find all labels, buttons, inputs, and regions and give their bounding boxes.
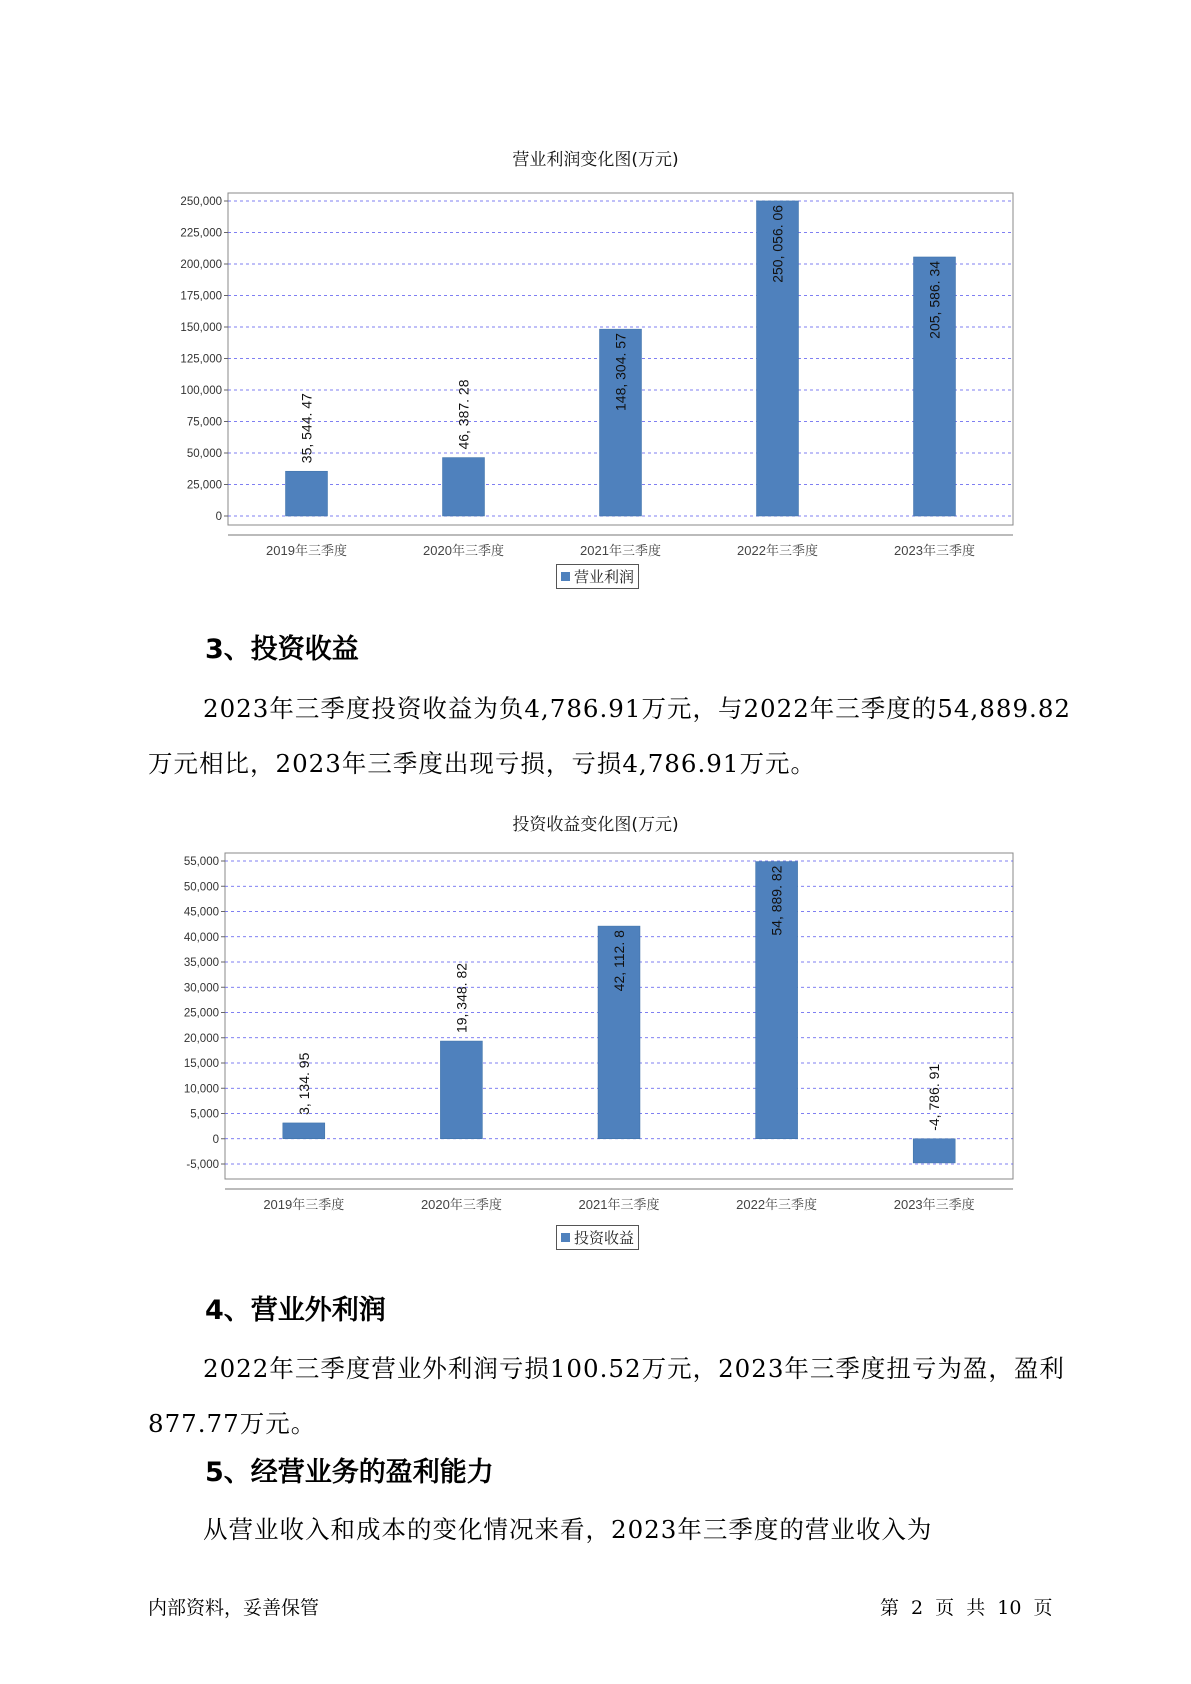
chart1-legend-label: 营业利润: [574, 568, 635, 586]
legend-swatch-icon: [561, 572, 570, 581]
section-4-text: 2022年三季度营业外利润亏损100.52万元，2023年三季度扭亏为盈，盈利877.77万元。: [148, 1354, 1065, 1438]
y-tick-label: 100,000: [180, 385, 222, 397]
chart2-title: 投资收益变化图(万元): [512, 815, 679, 835]
chart1-legend: [556, 564, 639, 589]
footer-confidential-note: 内部资料，妥善保管: [148, 1597, 320, 1619]
y-tick-label: 0: [215, 511, 222, 523]
data-label: 35, 544. 47: [298, 393, 315, 464]
y-tick-label: 45,000: [183, 906, 219, 919]
y-tick-label: 50,000: [186, 448, 222, 460]
investment-income-chart: [0, 840, 1191, 1210]
y-tick-label: 15,000: [183, 1058, 219, 1070]
chart2-legend: [556, 1225, 639, 1250]
data-label: 250, 056. 06: [769, 204, 786, 283]
x-tick-label: 2023年三季度: [894, 543, 975, 558]
y-tick-label: 40,000: [183, 931, 219, 944]
bar: [286, 471, 328, 516]
footer-page-number: 第 2 页 共 10 页: [880, 1597, 1053, 1619]
y-tick-label: 25,000: [183, 1007, 219, 1020]
section-4-heading: 4、营业外利润: [205, 1295, 386, 1326]
data-label: 148, 304. 57: [612, 333, 629, 411]
x-tick-label: 2023年三季度: [893, 1197, 975, 1212]
legend-swatch-icon: [561, 1233, 570, 1242]
x-tick-label: 2022年三季度: [737, 543, 818, 558]
y-tick-label: 150,000: [180, 322, 222, 334]
y-tick-label: 20,000: [183, 1032, 219, 1045]
data-label: -4, 786. 91: [926, 1063, 943, 1131]
data-label: 3, 134. 95: [295, 1052, 312, 1115]
y-tick-label: 5,000: [190, 1108, 219, 1121]
bar: [443, 458, 485, 516]
x-tick-label: 2019年三季度: [263, 1197, 345, 1212]
data-label: 46, 387. 28: [455, 379, 472, 450]
section-3-heading: 3、投资收益: [205, 634, 359, 665]
bar: [913, 1139, 955, 1163]
x-tick-label: 2021年三季度: [580, 543, 661, 558]
x-tick-label: 2019年三季度: [266, 543, 347, 558]
operating-profit-chart: [0, 180, 1191, 558]
y-tick-label: 55,000: [183, 856, 219, 868]
y-tick-label: 200,000: [180, 259, 222, 271]
data-label: 205, 586. 34: [926, 260, 943, 339]
y-tick-label: 35,000: [183, 957, 219, 969]
y-tick-label: -5,000: [186, 1159, 219, 1171]
y-tick-label: 250,000: [180, 196, 222, 208]
data-label: 54, 889. 82: [768, 865, 785, 936]
y-tick-label: 10,000: [183, 1083, 219, 1096]
section-5-text: 从营业收入和成本的变化情况来看，2023年三季度的营业收入为: [203, 1515, 933, 1544]
y-tick-label: 30,000: [183, 982, 219, 995]
chart1-title: 营业利润变化图(万元): [512, 150, 679, 170]
x-tick-label: 2020年三季度: [423, 543, 504, 558]
y-tick-label: 0: [212, 1133, 219, 1146]
y-tick-label: 50,000: [183, 881, 219, 894]
section-5-heading: 5、经营业务的盈利能力: [205, 1457, 494, 1488]
x-tick-label: 2021年三季度: [578, 1197, 660, 1212]
bar: [283, 1123, 325, 1139]
y-tick-label: 125,000: [180, 353, 222, 366]
x-tick-label: 2022年三季度: [736, 1197, 818, 1212]
data-label: 19, 348. 82: [453, 962, 470, 1034]
data-label: 42, 112. 8: [611, 930, 627, 992]
y-tick-label: 75,000: [186, 416, 222, 429]
y-tick-label: 225,000: [180, 227, 222, 240]
chart2-legend-label: 投资收益: [574, 1229, 635, 1247]
section-3-text: 2023年三季度投资收益为负4,786.91万元，与2022年三季度的54,889.82万元相比，2023年三季度出现亏损，亏损4,786.91万元。: [148, 694, 1071, 778]
x-tick-label: 2020年三季度: [420, 1197, 502, 1212]
bar: [440, 1041, 482, 1139]
y-tick-label: 175,000: [180, 290, 222, 303]
y-tick-label: 25,000: [186, 479, 222, 492]
